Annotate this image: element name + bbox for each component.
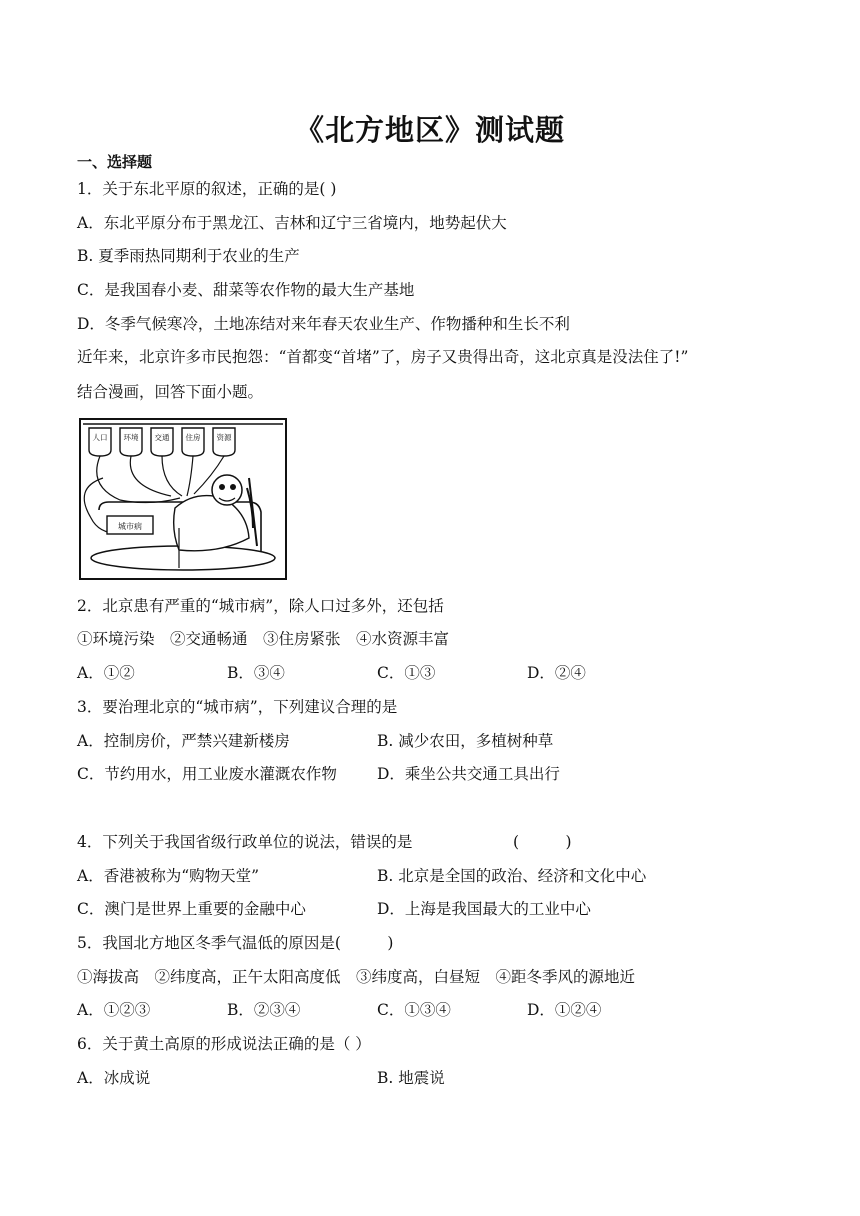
city-disease-cartoon — [79, 418, 287, 580]
question-1-stem: 1．关于东北平原的叙述，正确的是( ) — [77, 180, 337, 198]
question-5-option-a: A．①②③ — [77, 1001, 151, 1019]
question-4-option-c: C．澳门是世界上重要的金融中心 — [77, 900, 306, 918]
question-2-stem: 2．北京患有严重的“城市病”，除人口过多外，还包括 — [77, 597, 444, 615]
question-5-items: ①海拔高 ②纬度高，正午太阳高度低 ③纬度高，白昼短 ④距冬季风的源地近 — [77, 968, 636, 986]
question-2-option-d: D．②④ — [527, 664, 586, 682]
question-1-option-d: D．冬季气候寒冷，土地冻结对来年春天农业生产、作物播种和生长不利 — [77, 315, 570, 333]
question-1-option-b: B. 夏季雨热同期利于农业的生产 — [77, 247, 300, 265]
question-3-stem: 3．要治理北京的“城市病”，下列建议合理的是 — [77, 698, 398, 716]
question-5-option-b: B．②③④ — [227, 1001, 301, 1019]
bottle-label: 人口 — [92, 433, 108, 442]
question-6-option-b: B. 地震说 — [377, 1069, 445, 1087]
question-1-option-c: C．是我国春小麦、甜菜等农作物的最大生产基地 — [77, 281, 415, 299]
question-3-option-a: A．控制房价，严禁兴建新楼房 — [77, 732, 290, 750]
question-4-option-a: A．香港被称为“购物天堂” — [77, 867, 260, 885]
section-heading: 一、选择题 — [77, 153, 153, 171]
question-3-option-b: B. 减少农田，多植树种草 — [377, 732, 554, 750]
question-2-items: ①环境污染 ②交通畅通 ③住房紧张 ④水资源丰富 — [77, 630, 450, 648]
question-2-option-a: A．①② — [77, 664, 135, 682]
cartoon-sign: 城市病 — [118, 522, 142, 531]
page-title: 《北方地区》测试题 — [294, 113, 565, 147]
question-4-answer-blank: ( ) — [513, 833, 572, 851]
question-3-option-c: C．节约用水，用工业废水灌溉农作物 — [77, 765, 337, 783]
bottle-label: 资源 — [216, 433, 232, 442]
passage-line-1: 近年来，北京许多市民抱怨：“首都变“首堵”了，房子又贵得出奇，这北京真是没法住了!” — [77, 348, 689, 366]
question-1-option-a: A．东北平原分布于黑龙江、吉林和辽宁三省境内，地势起伏大 — [77, 214, 507, 232]
question-2-option-b: B．③④ — [227, 664, 285, 682]
question-4-option-d: D．上海是我国最大的工业中心 — [377, 900, 591, 918]
question-5-option-c: C．①③④ — [377, 1001, 451, 1019]
question-5-stem: 5．我国北方地区冬季气温低的原因是( ) — [77, 934, 394, 952]
question-5-option-d: D．①②④ — [527, 1001, 602, 1019]
bottle-label: 环境 — [123, 433, 139, 442]
question-6-option-a: A．冰成说 — [77, 1069, 151, 1087]
question-4-option-b: B. 北京是全国的政治、经济和文化中心 — [377, 867, 647, 885]
bottle-label: 交通 — [154, 433, 170, 442]
question-3-option-d: D．乘坐公共交通工具出行 — [377, 765, 560, 783]
bottle-label: 住房 — [185, 433, 201, 442]
question-4-stem: 4．下列关于我国省级行政单位的说法，错误的是 — [77, 833, 413, 851]
question-2-option-c: C．①③ — [377, 664, 436, 682]
question-6-stem: 6．关于黄土高原的形成说法正确的是（ ） — [77, 1035, 371, 1053]
passage-line-2: 结合漫画，回答下面小题。 — [77, 383, 264, 401]
